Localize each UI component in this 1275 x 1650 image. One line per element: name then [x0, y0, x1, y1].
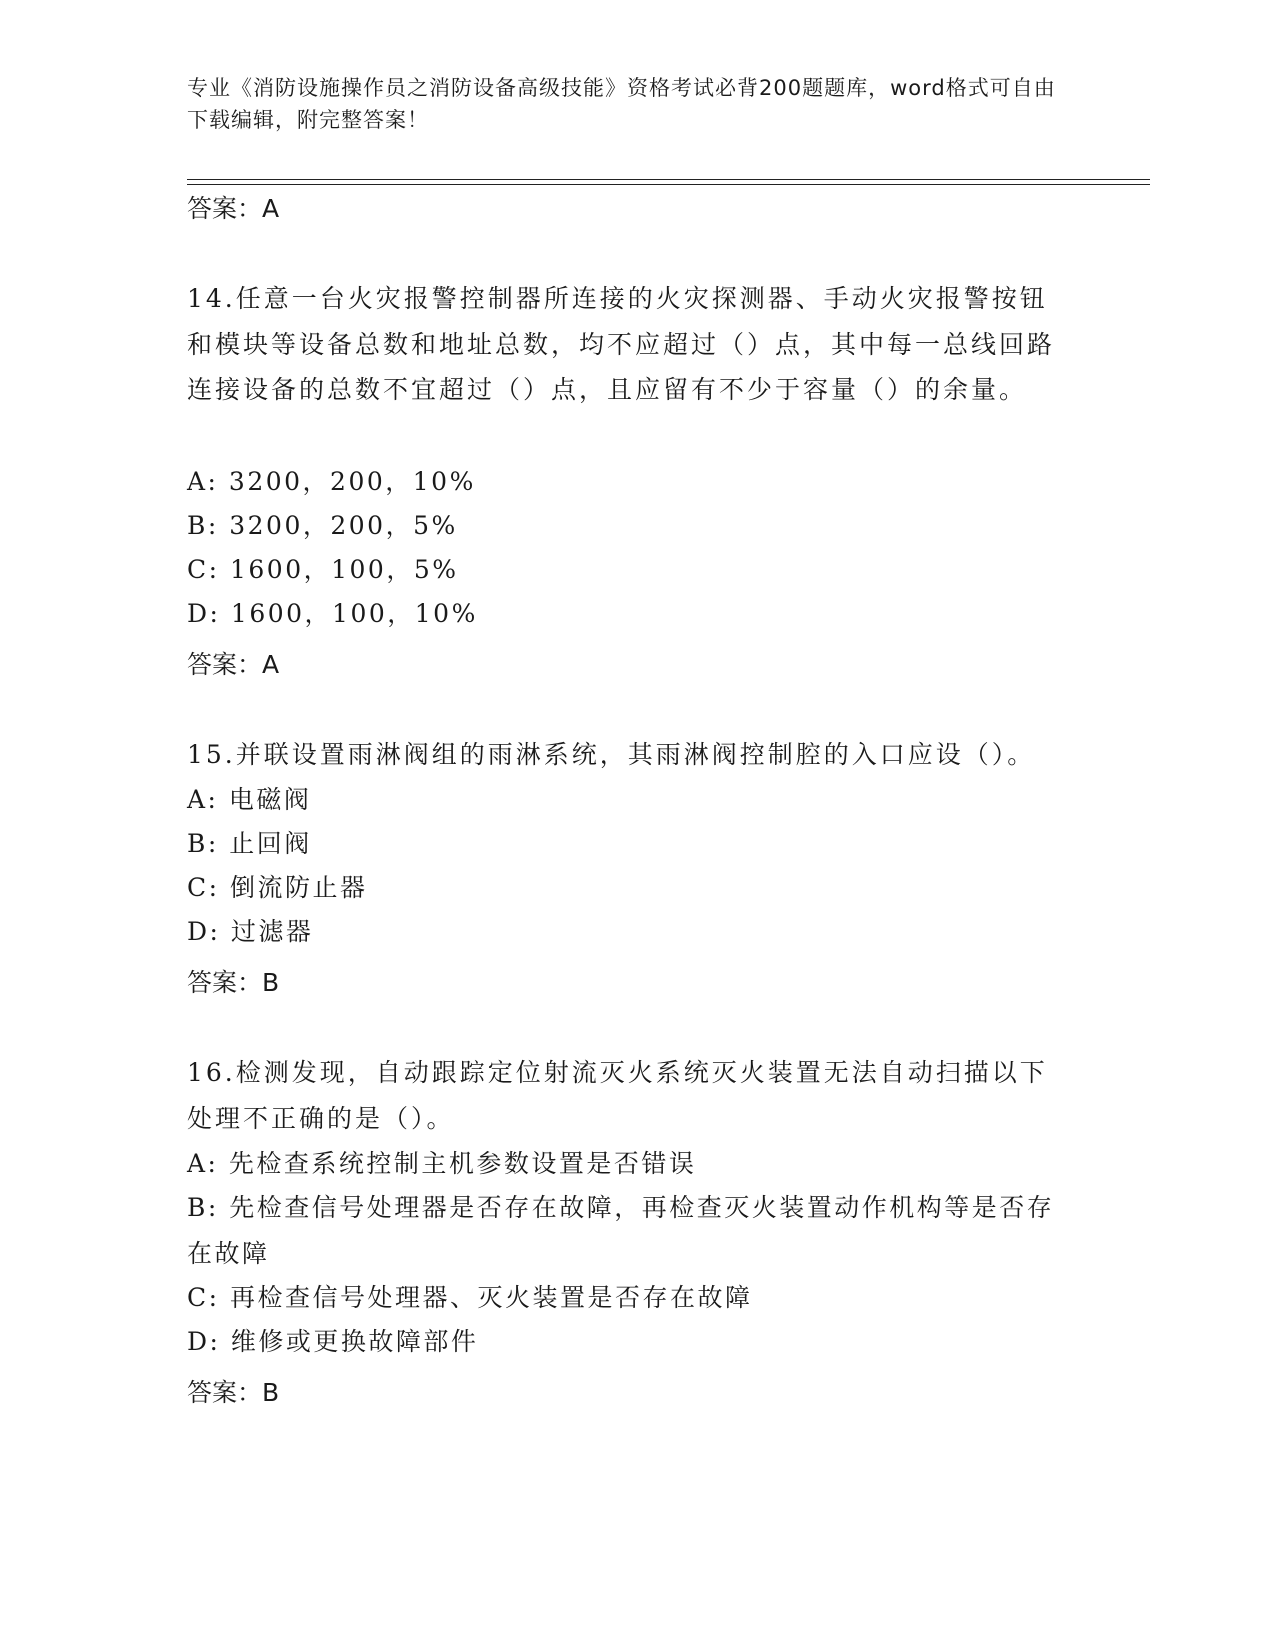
- question-14-answer: 答案：A: [187, 650, 280, 679]
- document-header: 专业《消防设施操作员之消防设备高级技能》资格考试必背200题题库，word格式可自由下载编辑，附完整答案！: [187, 76, 1056, 132]
- question-16-text: 16.检测发现，自动跟踪定位射流灭火系统灭火装置无法自动扫描以下处理不正确的是（）。: [187, 1058, 1048, 1133]
- header-divider-bottom: [187, 184, 1150, 185]
- question-14-option-c: C: 1600，100，5%: [187, 555, 459, 584]
- question-16-option-c: C: 再检查信号处理器、灭火装置是否存在故障: [187, 1283, 753, 1312]
- question-15-option-d: D: 过滤器: [187, 917, 314, 946]
- question-14-option-a: A: 3200，200，10%: [187, 467, 476, 496]
- question-15-answer: 答案：B: [187, 968, 280, 997]
- question-14-text: 14.任意一台火灾报警控制器所连接的火灾探测器、手动火灾报警按钮和模块等设备总数和地址总数，均不应超过（）点，其中每一总线回路连接设备的总数不宜超过（）点，且应留有不少于容量（）的余量。: [187, 284, 1056, 404]
- question-15-text: 15.并联设置雨淋阀组的雨淋系统，其雨淋阀控制腔的入口应设（）。: [187, 740, 1036, 769]
- question-16-option-d: D: 维修或更换故障部件: [187, 1327, 479, 1356]
- previous-answer: 答案：A: [187, 194, 280, 223]
- header-divider-top: [187, 179, 1150, 180]
- question-16-option-b: B: 先检查信号处理器是否存在故障，再检查灭火装置动作机构等是否存在故障: [187, 1193, 1055, 1268]
- question-16-answer: 答案：B: [187, 1378, 280, 1407]
- question-14-option-d: D: 1600，100，10%: [187, 599, 478, 628]
- question-16-option-a: A: 先检查系统控制主机参数设置是否错误: [187, 1149, 697, 1178]
- question-15-option-c: C: 倒流防止器: [187, 873, 368, 902]
- question-15-option-a: A: 电磁阀: [187, 785, 312, 814]
- question-15-option-b: B: 止回阀: [187, 829, 312, 858]
- question-14-option-b: B: 3200，200，5%: [187, 511, 458, 540]
